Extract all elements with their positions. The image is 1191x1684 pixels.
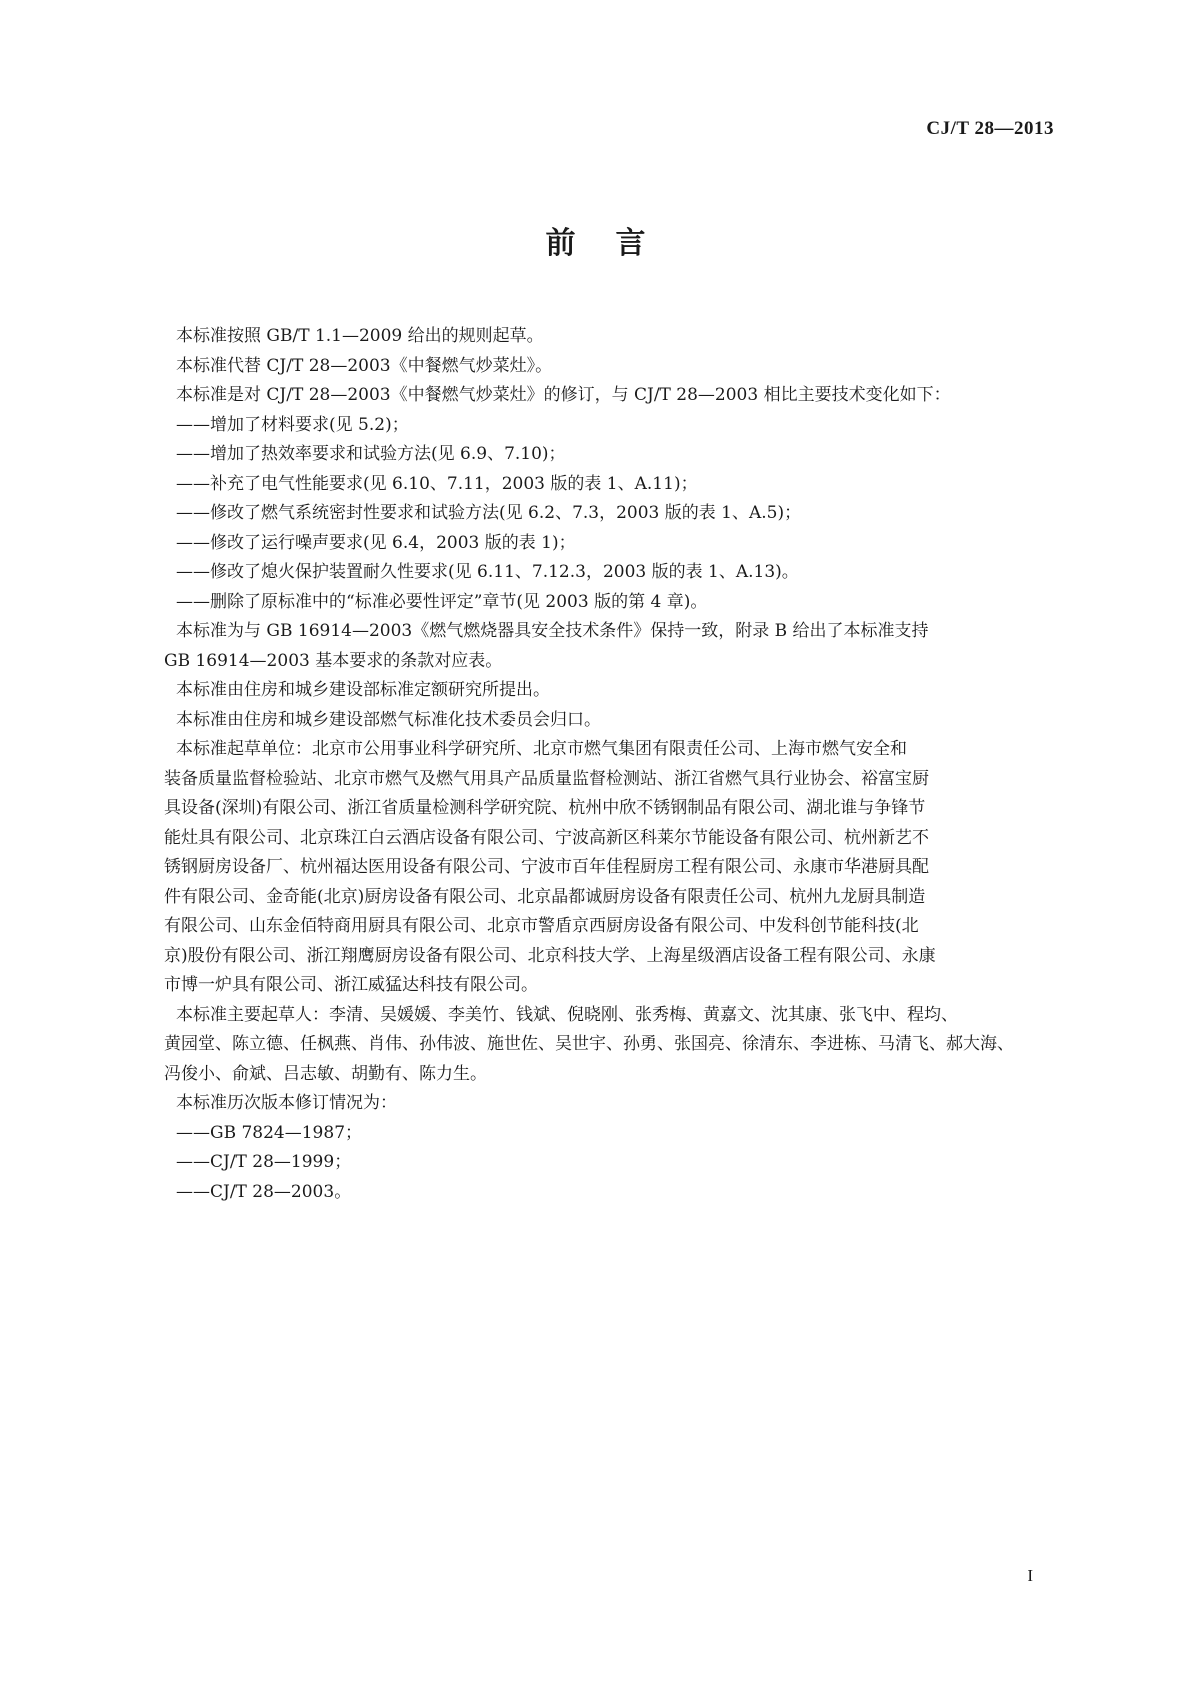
change-item: ——修改了燃气系统密封性要求和试验方法(见 6.2、7.3，2003 版的表 1、A.5)；: [176, 503, 802, 523]
paragraph-proposed-by: 本标准由住房和城乡建设部标准定额研究所提出。: [176, 680, 550, 700]
page-title: 前言: [545, 226, 686, 261]
drafting-units-line: 本标准起草单位：北京市公用事业科学研究所、北京市燃气集团有限责任公司、上海市燃气安全和: [176, 739, 907, 759]
history-item: ——CJ/T 28—1999；: [176, 1152, 352, 1172]
standard-code: CJ/T 28—2013: [926, 118, 1054, 139]
drafting-units-line: 京)股份有限公司、浙江翔鹰厨房设备有限公司、北京科技大学、上海星级酒店设备工程有限公司、永康: [164, 945, 936, 966]
change-item: ——修改了熄火保护装置耐久性要求(见 6.11、7.12.3，2003 版的表 1、A.13)。: [176, 562, 799, 582]
foreword-body: [164, 322, 1060, 1207]
paragraph-gb16914-line: 本标准为与 GB 16914—2003《燃气燃烧器具安全技术条件》保持一致，附录 B 给出了本标准支持: [176, 621, 929, 641]
drafting-units-line: 有限公司、山东金佰特商用厨具有限公司、北京市警盾京西厨房设备有限公司、中发科创节能科技(北: [164, 916, 919, 936]
drafting-units-line: 能灶具有限公司、北京珠江白云酒店设备有限公司、宁波高新区科莱尔节能设备有限公司、杭州新艺不: [164, 827, 929, 848]
drafters-line: 黄园堂、陈立德、任枫燕、肖伟、孙伟波、施世佐、吴世宇、孙勇、张国亮、徐清东、李进栋、马清飞、郝大海、: [164, 1034, 1014, 1054]
change-item: ——补充了电气性能要求(见 6.10、7.11，2003 版的表 1、A.11)；: [176, 473, 698, 494]
change-item: ——增加了热效率要求和试验方法(见 6.9、7.10)；: [176, 444, 566, 464]
drafting-units-line: 装备质量监督检验站、北京市燃气及燃气用具产品质量监督检测站、浙江省燃气具行业协会、裕富宝厨: [164, 768, 929, 789]
paragraph-drafting-rules: 本标准按照 GB/T 1.1—2009 给出的规则起草。: [176, 326, 544, 346]
paragraph-history-intro: 本标准历次版本修订情况为：: [176, 1093, 397, 1113]
drafters-line: 冯俊小、俞斌、吕志敏、胡勤有、陈力生。: [164, 1063, 487, 1084]
history-item: ——GB 7824—1987；: [176, 1122, 363, 1143]
drafting-units-line: 锈钢厨房设备厂、杭州福达医用设备有限公司、宁波市百年佳程厨房工程有限公司、永康市华港厨具配: [164, 857, 929, 877]
change-item: ——删除了原标准中的“标准必要性评定”章节(见 2003 版的第 4 章)。: [176, 591, 708, 612]
drafting-units-line: 具设备(深圳)有限公司、浙江省质量检测科学研究院、杭州中欣不锈钢制品有限公司、湖北谁与争锋节: [164, 798, 926, 818]
paragraph-centralized-by: 本标准由住房和城乡建设部燃气标准化技术委员会归口。: [176, 709, 601, 730]
change-item: ——修改了运行噪声要求(见 6.4，2003 版的表 1)；: [176, 532, 576, 553]
drafting-units-line: 市博一炉具有限公司、浙江威猛达科技有限公司。: [164, 975, 538, 995]
change-item: ——增加了材料要求(见 5.2)；: [176, 414, 409, 435]
paragraph-gb16914-line: GB 16914—2003 基本要求的条款对应表。: [164, 650, 503, 671]
drafting-units-line: 件有限公司、金奇能(北京)厨房设备有限公司、北京晶都诚厨房设备有限责任公司、杭州九龙厨具制造: [164, 886, 926, 907]
drafters-line: 本标准主要起草人：李清、吴媛媛、李美竹、钱斌、倪晓刚、张秀梅、黄嘉文、沈其康、张飞中、程均、: [176, 1004, 958, 1025]
paragraph-replaces: 本标准代替 CJ/T 28—2003《中餐燃气炒菜灶》。: [176, 355, 553, 376]
paragraph-revision-intro: 本标准是对 CJ/T 28—2003《中餐燃气炒菜灶》的修订，与 CJ/T 28—2003 相比主要技术变化如下：: [176, 385, 951, 405]
page-number: I: [1027, 1566, 1033, 1585]
history-item: ——CJ/T 28—2003。: [176, 1181, 352, 1202]
